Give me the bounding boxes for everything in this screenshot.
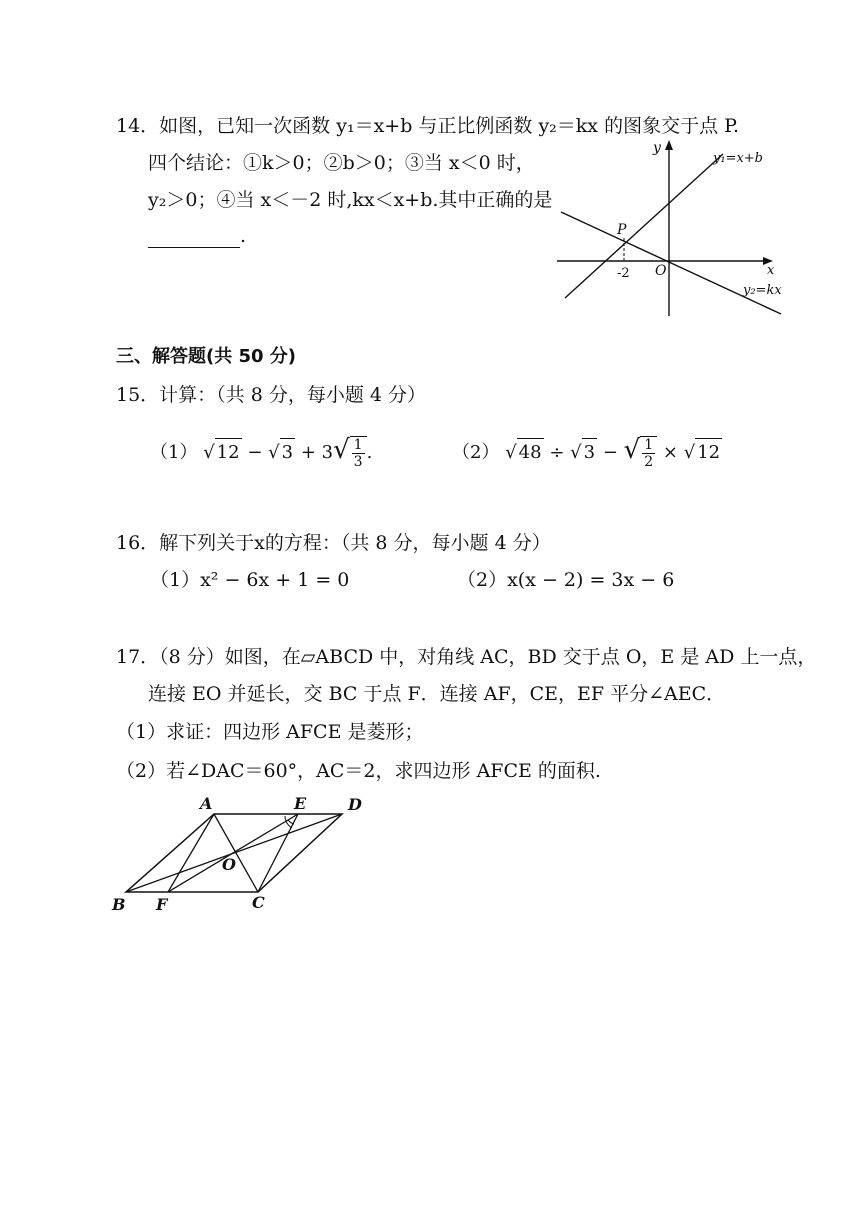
q14-line2: 四个结论：①k＞0；②b＞0；③当 x＜0 时， [148, 152, 535, 174]
sqrt-icon: √ [683, 442, 696, 463]
q15-p2-b: 3 [582, 438, 597, 467]
q15-p1-fraction [350, 436, 367, 470]
sqrt-icon: √ [203, 442, 215, 463]
label-c: C [252, 893, 265, 912]
q15-p1-den: 3 [353, 454, 363, 470]
label-a: A [200, 794, 213, 813]
q17-figure [108, 792, 378, 922]
sqrt-icon: √ [570, 442, 582, 463]
q15-p1-a: 12 [215, 438, 242, 467]
q15-p2-c: 12 [695, 438, 722, 467]
sqrt-icon: √ [623, 435, 641, 465]
line-y2-label: y₂=kx [743, 283, 782, 298]
q15-p2-fraction [640, 436, 657, 470]
q15-p1-b: 3 [280, 438, 295, 467]
label-d: D [348, 795, 362, 814]
q15-part2 [452, 436, 722, 470]
sqrt-icon: √ [505, 442, 517, 463]
q15-p2-a: 48 [517, 438, 544, 467]
q16-part1: （1）x² − 6x + 1 = 0 [150, 569, 350, 591]
q16-part2: （2）x(x − 2) = 3x − 6 [457, 569, 675, 591]
q14-line3: y₂＞0；④当 x＜－2 时,kx＜x+b.其中正确的是 [148, 189, 553, 211]
q15-part1 [150, 436, 372, 470]
q15-p1-label: （1） [150, 442, 198, 463]
q15-p2-den: 2 [644, 454, 654, 470]
q15-p2-num: 1 [644, 437, 654, 453]
q14-answer-line [148, 224, 246, 248]
diagonal-ac [214, 814, 258, 892]
angle-mark-e [288, 820, 294, 824]
x-axis-label: x [767, 263, 775, 278]
sqrt-icon: √ [333, 435, 350, 465]
q15-p2-minus: − [602, 442, 618, 463]
y-axis-label: y [653, 140, 661, 156]
q15-p1-num: 1 [353, 437, 363, 453]
q15-p2-div: ÷ [549, 442, 565, 463]
segment-af [168, 814, 214, 892]
q14-graph [555, 138, 795, 318]
q15-p1-plus: + 3 [300, 442, 334, 463]
answer-blank[interactable] [148, 229, 240, 248]
q15-p2-times: × [662, 442, 678, 463]
y-axis-arrow-icon [665, 140, 673, 150]
q17-line2: 连接 EO 并延长，交 BC 于点 F．连接 AF，CE，EF 平分∠AEC． [148, 683, 726, 705]
q15-p1-minus: − [247, 442, 263, 463]
line-y1-label: y₁=x+b [713, 151, 763, 166]
origin-label: O [655, 263, 667, 279]
x-tick-label: -2 [617, 266, 630, 281]
q15-title: 15．计算：（共 8 分，每小题 4 分） [116, 384, 427, 406]
q17-line1: 17．（8 分）如图，在▱ABCD 中，对角线 AC，BD 交于点 O，E 是 AD 上一点， [116, 646, 817, 668]
q14-line1: 14．如图，已知一次函数 y₁＝x+b 与正比例函数 y₂＝kx 的图象交于点 P. [116, 115, 740, 137]
q15-p2-label: （2） [452, 442, 500, 463]
point-p-label: P [617, 222, 627, 238]
q17-line4: （2）若∠DAC＝60°，AC＝2，求四边形 AFCE 的面积. [116, 760, 601, 782]
sqrt-icon: √ [268, 442, 280, 463]
section-title: 三、解答题(共 50 分) [116, 346, 297, 367]
q16-title: 16．解下列关于x的方程：（共 8 分，每小题 4 分） [116, 532, 551, 554]
label-f: F [156, 895, 168, 914]
label-o: O [222, 855, 236, 874]
line-y2 [561, 212, 781, 314]
q17-line3: （1）求证：四边形 AFCE 是菱形； [116, 721, 424, 743]
label-e: E [294, 794, 307, 813]
q14-period: . [240, 225, 247, 247]
q15-p1-end: . [366, 442, 373, 463]
label-b: B [112, 895, 126, 914]
